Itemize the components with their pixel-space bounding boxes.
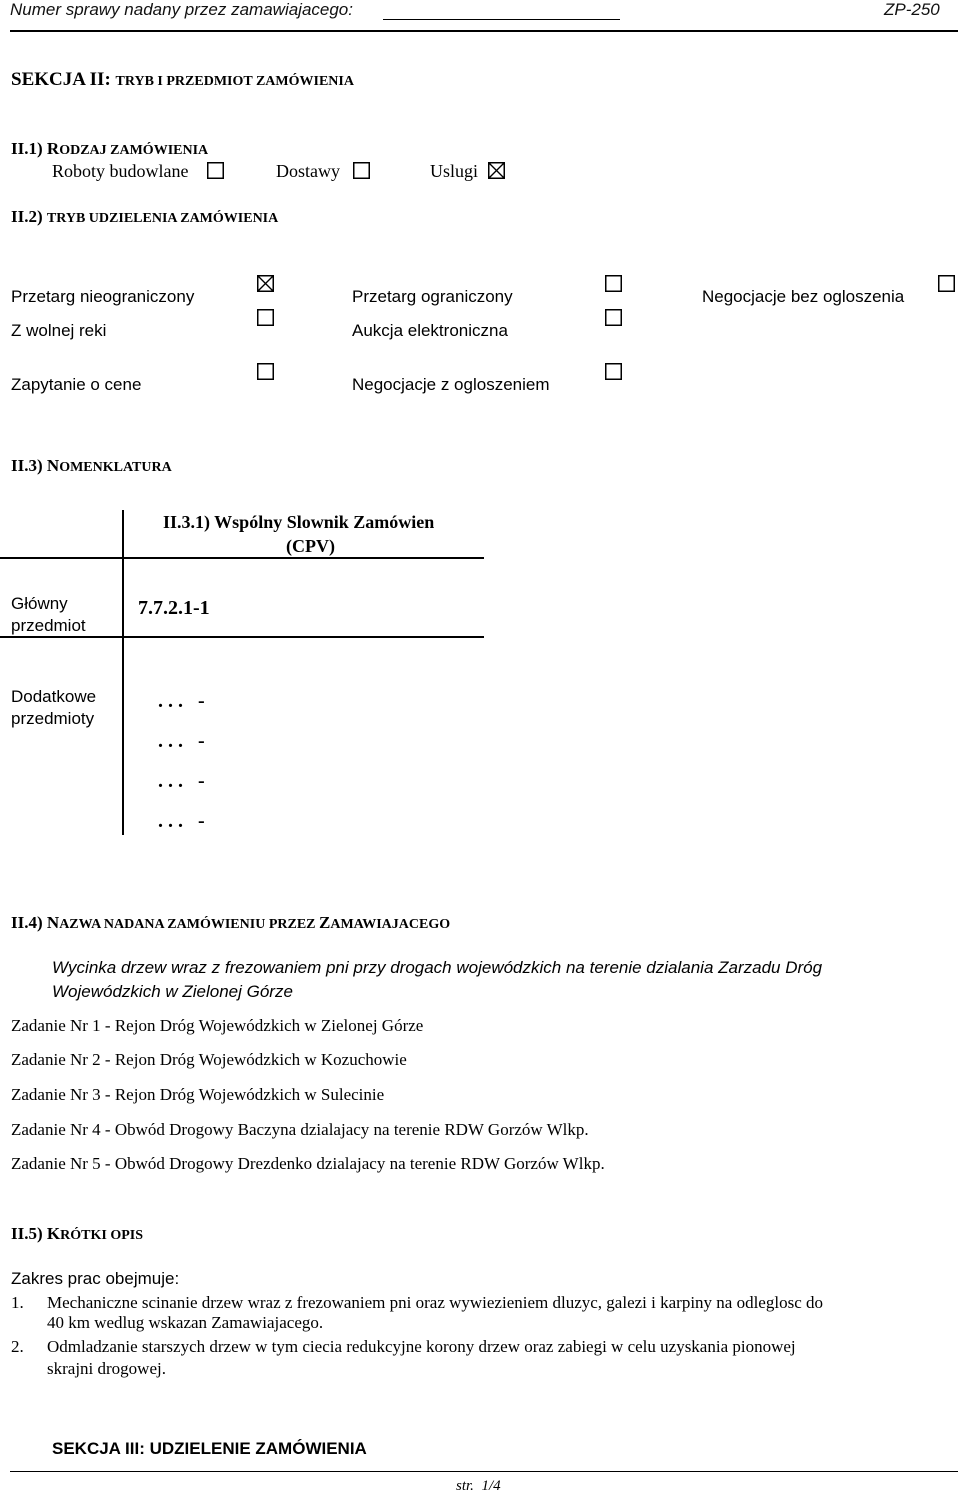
- scope-item-1-line2: 40 km wedlug wskazan Zamawiajacego.: [47, 1313, 324, 1332]
- task-1: Zadanie Nr 1 - Rejon Dróg Wojewódzkich w Zielonej Górze: [11, 1016, 424, 1035]
- checkbox-przetarg-nieograniczony-checked[interactable]: [257, 275, 274, 292]
- scope-item-1-line1: Mechaniczne scinanie drzew wraz z frezowaniem pni oraz wywiezieniem dluzyc, galezi i karpiny na odleglosc do: [47, 1293, 823, 1312]
- s23-heading: II.3) NOMENKLATURA: [11, 456, 172, 475]
- form-code: ZP-250: [884, 0, 940, 19]
- order-name-line2: Wojewódzkich w Zielonej Górze: [52, 982, 293, 1001]
- page-number: str. 1/4: [456, 1478, 501, 1494]
- scope-item-2-num: 2.: [11, 1337, 24, 1356]
- checkbox-aukcja[interactable]: [605, 309, 622, 326]
- cpv-header-line2: (CPV): [286, 536, 335, 556]
- checkbox-roboty[interactable]: [207, 162, 224, 179]
- option-z-wolnej-reki-label: Z wolnej reki: [11, 321, 107, 340]
- task-5: Zadanie Nr 5 - Obwód Drogowy Drezdenko dzialajacy na terenie RDW Gorzów Wlkp.: [11, 1154, 605, 1173]
- option-uslugi-label: Uslugi: [430, 161, 479, 181]
- case-number-label: Numer sprawy nadany przez zamawiajacego:: [10, 0, 353, 19]
- s22-heading: II.2) TRYB UDZIELENIA ZAMÓWIENIA: [11, 207, 279, 226]
- case-number-blank: [383, 19, 620, 20]
- task-2: Zadanie Nr 2 - Rejon Dróg Wojewódzkich w Kozuchowie: [11, 1050, 407, 1069]
- option-roboty-label: Roboty budowlane: [52, 161, 189, 181]
- header-rule: [10, 30, 958, 32]
- task-4: Zadanie Nr 4 - Obwód Drogowy Baczyna dzialajacy na terenie RDW Gorzów Wlkp.: [11, 1120, 589, 1139]
- checkbox-zapytanie[interactable]: [257, 363, 274, 380]
- cpv-hline-2: [0, 636, 484, 638]
- cpv-vline-top: [122, 510, 124, 558]
- checkbox-przetarg-ograniczony[interactable]: [605, 275, 622, 292]
- scope-item-2-line1: Odmladzanie starszych drzew w tym ciecia redukcyjne korony drzew oraz zabiegi w celu uzyskania pionowej: [47, 1337, 796, 1356]
- main-subject-label-1: Główny: [11, 594, 68, 613]
- task-3: Zadanie Nr 3 - Rejon Dróg Wojewódzkich w Sulecinie: [11, 1085, 385, 1104]
- checkbox-uslugi-checked[interactable]: [488, 162, 505, 179]
- cpv-vline-mid: [122, 559, 124, 637]
- scope-item-2-line2: skrajni drogowej.: [47, 1359, 166, 1378]
- checkbox-z-wolnej-reki[interactable]: [257, 309, 274, 326]
- footer-rule: [10, 1471, 958, 1472]
- cpv-header-line1: II.3.1) Wspólny Slownik Zamówien: [163, 512, 435, 532]
- scope-intro: Zakres prac obejmuje:: [11, 1269, 180, 1288]
- main-subject-code: 7.7.2.1-1: [138, 597, 210, 619]
- extra-code-1: . . . -: [158, 690, 205, 712]
- option-dostawy-label: Dostawy: [276, 161, 340, 181]
- option-zapytanie-label: Zapytanie o cene: [11, 375, 142, 394]
- extra-code-3: . . . -: [158, 770, 205, 792]
- main-subject-label-2: przedmiot: [11, 616, 86, 635]
- cpv-hline-1: [0, 557, 484, 559]
- extra-subject-label-2: przedmioty: [11, 709, 95, 728]
- cpv-vline-bottom: [122, 638, 124, 835]
- checkbox-negocjacje-bez[interactable]: [938, 275, 955, 292]
- checkbox-dostawy[interactable]: [353, 162, 370, 179]
- extra-code-2: . . . -: [158, 730, 205, 752]
- option-negocjacje-z-label: Negocjacje z ogloszeniem: [352, 375, 550, 394]
- checkbox-negocjacje-z[interactable]: [605, 363, 622, 380]
- section-2-title: SEKCJA II: TRYB I PRZEDMIOT ZAMÓWIENIA: [11, 69, 354, 90]
- extra-code-4: . . . -: [158, 810, 205, 832]
- option-przetarg-ograniczony-label: Przetarg ograniczony: [352, 287, 513, 306]
- s21-heading: II.1) RODZAJ ZAMÓWIENIA: [11, 139, 209, 158]
- s25-heading: II.5) KRÓTKI OPIS: [11, 1224, 143, 1243]
- order-name-line1: Wycinka drzew wraz z frezowaniem pni przy drogach wojewódzkich na terenie dzialania Zarzadu Dróg: [52, 958, 823, 977]
- s24-heading: II.4) NAZWA NADANA ZAMÓWIENIU PRZEZ ZAMAWIAJACEGO: [11, 913, 451, 932]
- section-3-title: SEKCJA III: UDZIELENIE ZAMÓWIENIA: [52, 1439, 367, 1458]
- scope-item-1-num: 1.: [11, 1293, 24, 1312]
- option-negocjacje-bez-label: Negocjacje bez ogloszenia: [702, 287, 905, 306]
- option-aukcja-label: Aukcja elektroniczna: [352, 321, 508, 340]
- extra-subject-label-1: Dodatkowe: [11, 687, 97, 706]
- option-przetarg-nieograniczony-label: Przetarg nieograniczony: [11, 287, 195, 306]
